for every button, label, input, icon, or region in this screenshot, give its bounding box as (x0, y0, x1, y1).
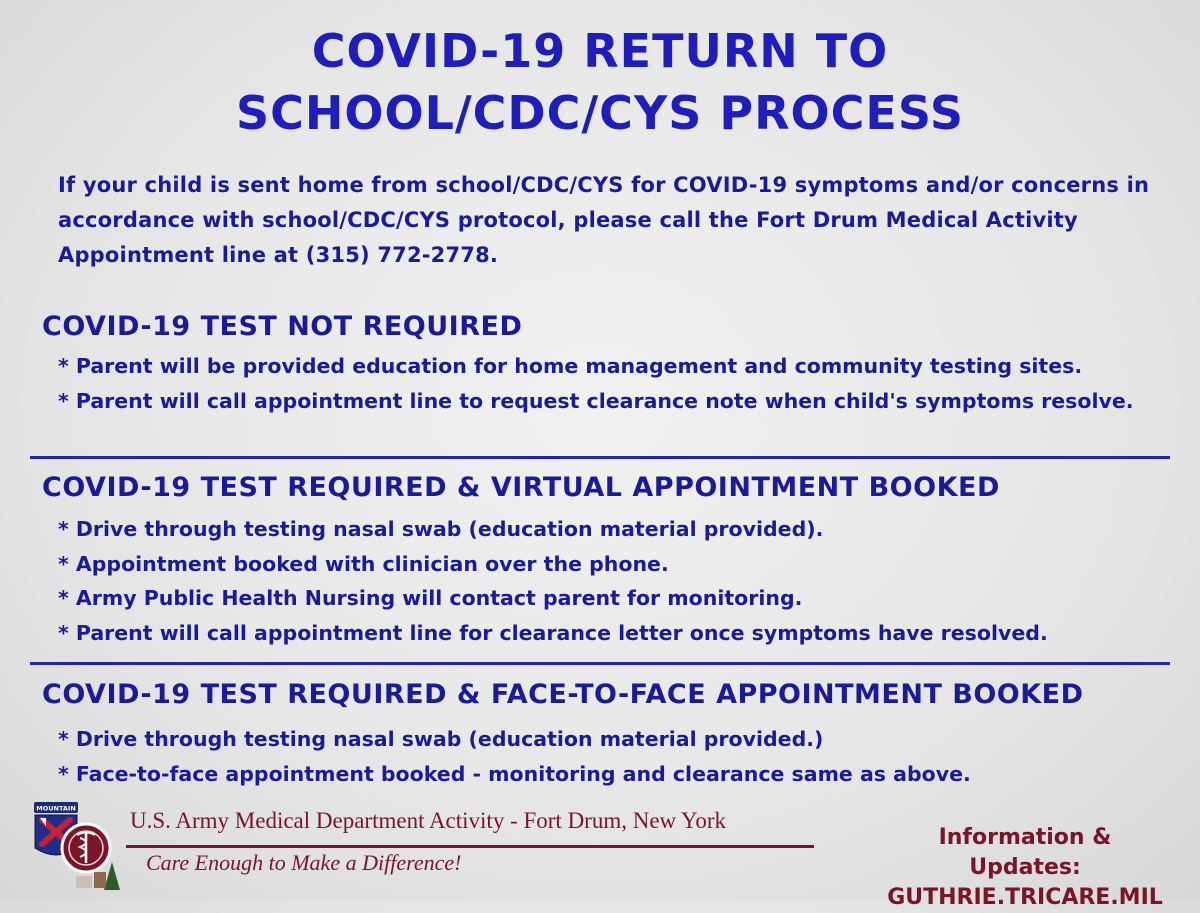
page-title-line-2: SCHOOL/CDC/CYS PROCESS (235, 86, 965, 140)
page-title-line-1: COVID-19 RETURN TO (311, 24, 889, 78)
bullet-list (58, 512, 1168, 650)
organization-name: U.S. Army Medical Department Activity - Fort Drum, New York (130, 808, 727, 833)
list-item: * Parent will be provided education for home management and community testing sites. (58, 354, 1083, 378)
list-item: * Army Public Health Nursing will contact parent for monitoring. (58, 586, 803, 610)
bullet-list (58, 349, 1168, 418)
insignia-logo-icon (32, 800, 124, 892)
page-title (0, 20, 1200, 144)
building-icon-2 (76, 876, 92, 888)
info-label: Information & Updates: (938, 825, 1112, 880)
tree-icon (104, 862, 120, 890)
website-link[interactable]: GUTHRIE.TRICARE.MIL (887, 885, 1163, 910)
list-item: * Drive through testing nasal swab (education material provided). (58, 517, 824, 541)
section-heading: COVID-19 TEST NOT REQUIRED (42, 311, 523, 342)
organization-motto: Care Enough to Make a Difference! (146, 850, 462, 875)
section-heading: COVID-19 TEST REQUIRED & FACE-TO-FACE APPOINTMENT BOOKED (42, 679, 1084, 710)
section-divider (30, 662, 1170, 665)
building-icon (94, 872, 106, 888)
list-item: * Parent will call appointment line for clearance letter once symptoms have resolved. (58, 620, 1048, 645)
list-item: * Face-to-face appointment booked - monitoring and clearance same as above. (58, 761, 971, 786)
bullet-list (58, 722, 1168, 791)
footer-divider (126, 845, 814, 848)
list-item: * Parent will call appointment line to request clearance note when child's symptoms resolve. (58, 388, 1134, 413)
insignia-logo-graphic (32, 800, 124, 892)
list-item: * Drive through testing nasal swab (education material provided.) (58, 727, 824, 751)
section-heading: COVID-19 TEST REQUIRED & VIRTUAL APPOINTMENT BOOKED (42, 472, 1000, 503)
intro-paragraph: If your child is sent home from school/CDC/CYS for COVID-19 symptoms and/or concerns in accordance with school/CDC/CYS protocol, please call the Fort Drum Medical Activity Appointment line at (315) 772-2778. (58, 173, 1150, 267)
section-divider (30, 456, 1170, 459)
mountain-tab-text: MOUNTAIN (36, 804, 76, 813)
list-item: * Appointment booked with clinician over the phone. (58, 551, 669, 576)
